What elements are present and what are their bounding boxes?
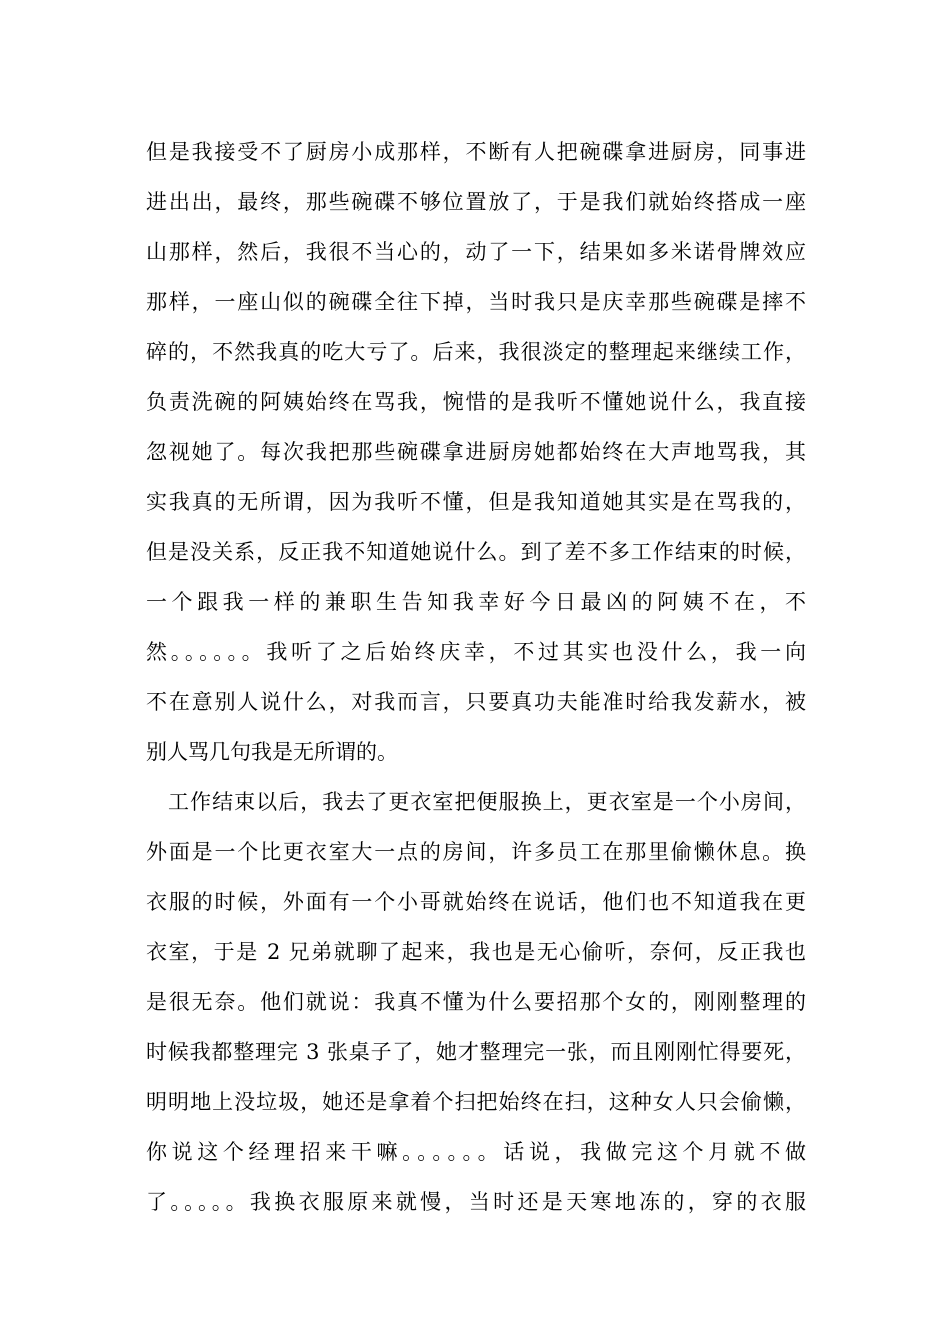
text-line: 不在意别人说什么，对我而言，只要真功夫能准时给我发薪水，被: [146, 690, 806, 714]
text-line: 衣服的时候，外面有一个小哥就始终在说话，他们也不知道我在更: [146, 890, 806, 914]
text-line: 明明地上没垃圾，她还是拿着个扫把始终在扫，这种女人只会偷懒，: [146, 1090, 806, 1114]
text-line: 实我真的无所谓，因为我听不懂，但是我知道她其实是在骂我的，: [146, 490, 806, 514]
text-line: 忽视她了。每次我把那些碗碟拿进厨房她都始终在大声地骂我，其: [146, 440, 806, 464]
text-line: 外面是一个比更衣室大一点的房间，许多员工在那里偷懒休息。换: [146, 840, 806, 864]
text-line: 是很无奈。他们就说：我真不懂为什么要招那个女的，刚刚整理的: [146, 990, 806, 1014]
text-line: 工作结束以后，我去了更衣室把便服换上，更衣室是一个小房间，: [168, 790, 806, 814]
text-line: 但是没关系，反正我不知道她说什么。到了差不多工作结束的时候，: [146, 540, 806, 564]
text-line: 时候我都整理完 3 张桌子了，她才整理完一张，而且刚刚忙得要死，: [146, 1040, 806, 1064]
text-line: 衣室，于是 2 兄弟就聊了起来，我也是无心偷听，奈何，反正我也: [146, 940, 806, 964]
text-line: 你说这个经理招来干嘛。。。。。。话说，我做完这个月就不做: [146, 1140, 806, 1164]
text-line: 但是我接受不了厨房小成那样，不断有人把碗碟拿进厨房，同事进: [146, 140, 806, 164]
text-line: 别人骂几句我是无所谓的。: [146, 740, 398, 764]
text-line: 碎的，不然我真的吃大亏了。后来，我很淡定的整理起来继续工作，: [146, 340, 806, 364]
text-line: 了。。。。。我换衣服原来就慢，当时还是天寒地冻的，穿的衣服: [146, 1190, 806, 1214]
text-line: 一个跟我一样的兼职生告知我幸好今日最凶的阿姨不在，不: [146, 590, 806, 614]
text-line: 那样，一座山似的碗碟全往下掉，当时我只是庆幸那些碗碟是摔不: [146, 290, 806, 314]
text-line: 进出出，最终，那些碗碟不够位置放了，于是我们就始终搭成一座: [146, 190, 806, 214]
text-line: 负责洗碗的阿姨始终在骂我，惋惜的是我听不懂她说什么，我直接: [146, 390, 806, 414]
text-line: 山那样，然后，我很不当心的，动了一下，结果如多米诺骨牌效应: [146, 240, 806, 264]
text-line: 然。。。。。。我听了之后始终庆幸，不过其实也没什么，我一向: [146, 640, 806, 664]
